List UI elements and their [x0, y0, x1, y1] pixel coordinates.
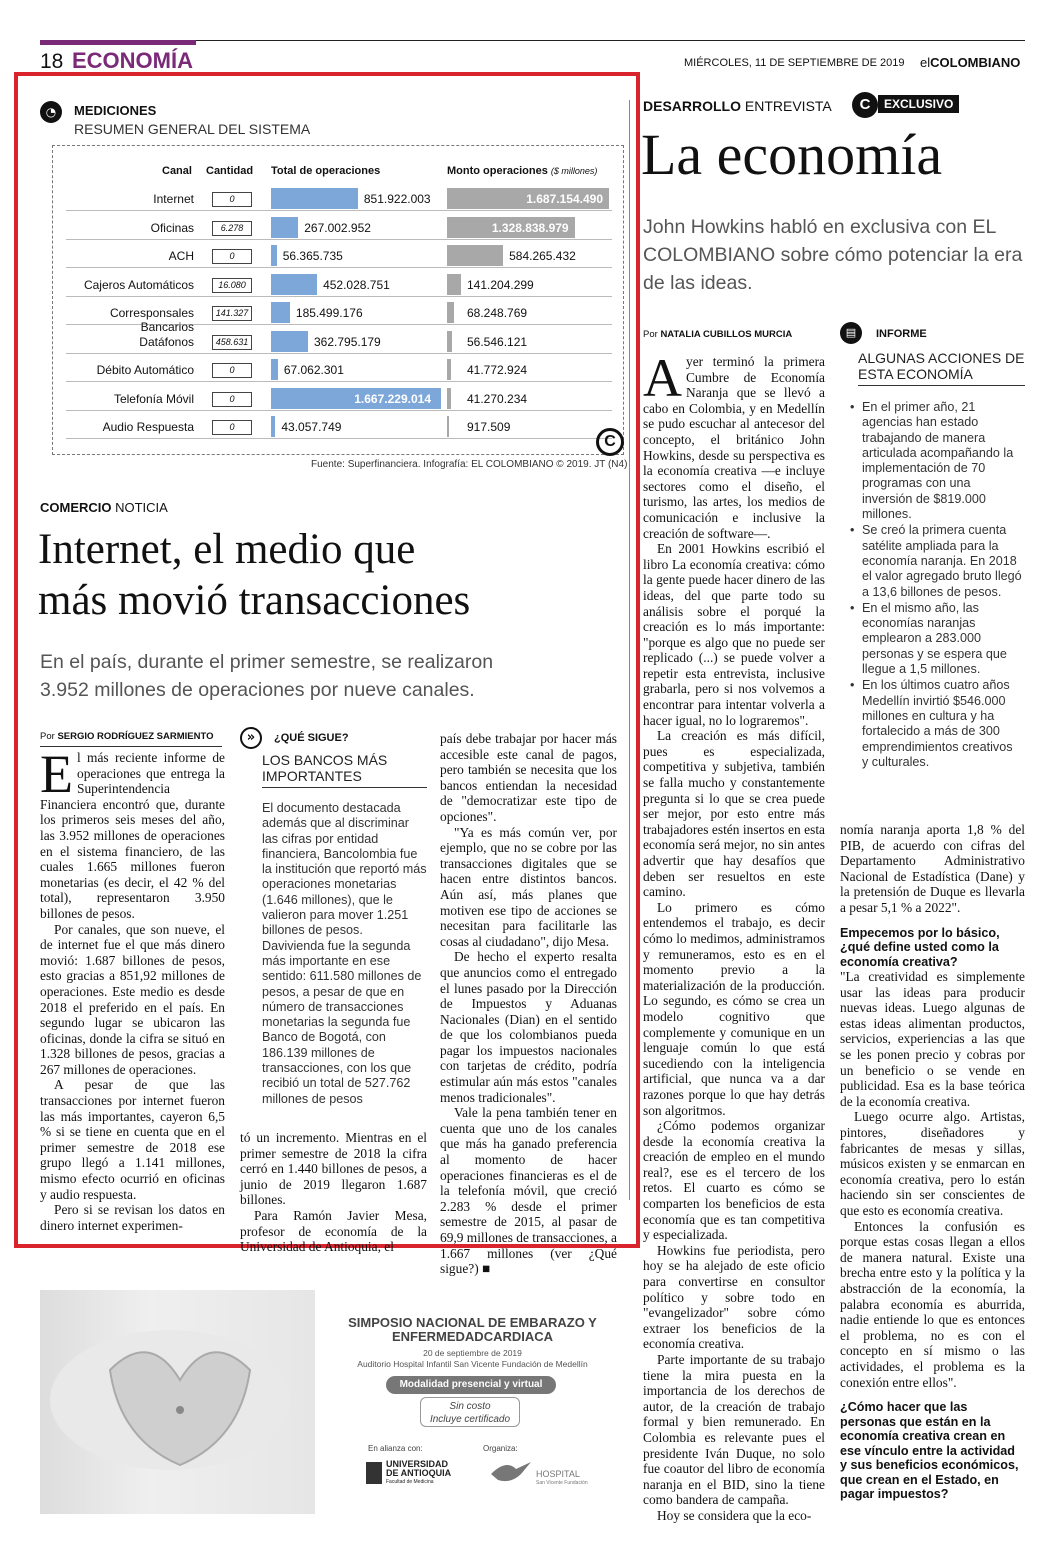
total-operations-value: 43.057.749	[281, 420, 342, 434]
right-col2	[840, 822, 1025, 1502]
brand-prefix: el	[920, 55, 931, 70]
informe-item	[850, 523, 1022, 599]
right-para: Entonces la confusión es porque estas cosas llegan a ellos de manera natural. Existe una brecha entre esto y la política y la abstracción de la economía, la palabra economía es aburrida, nadie entiende lo que es entonces el problema, no es con el concepto en sí mismo o las actividades, el problema es la conexión entre ellos".	[840, 1218, 1025, 1390]
bullet-icon: •	[850, 523, 855, 538]
udea-line1: UNIVERSIDAD	[386, 1459, 449, 1469]
ruler-icon: ◔	[40, 101, 62, 123]
informe-item	[850, 600, 1022, 677]
udea-line3: Facultad de Medicina	[386, 1479, 434, 1485]
informe-item	[850, 400, 1022, 522]
right-para: La creación es más difícil, pues es especializada, competitiva y subjetiva, también se falla mucho y constantemente pregunta si lo que se crea puede ser mejor, por esto entre más trabajadores estén insertos en esta economía será mejor, no sin antes advertir que hay desafíos que deben ser resueltos en este camino.	[643, 728, 825, 900]
total-operations-bar	[271, 274, 317, 295]
article-para: tó un incremento. Mientras en el primer semestre de 2018 la cifra cerró en 1.440 billones de pesos, a junio de 2019 llegaron 1.687 billones.	[240, 1130, 427, 1208]
count-value: 0	[212, 249, 252, 264]
chart-row-rule	[66, 410, 612, 411]
right-kicker-rest: ENTREVISTA	[741, 98, 832, 114]
chart-row-rule	[66, 296, 612, 297]
chart-row-rule	[66, 438, 612, 439]
chart-kicker: MEDICIONES	[74, 103, 157, 118]
section-title: ECONOMÍA	[72, 48, 193, 73]
count-value: 141.327	[212, 306, 252, 321]
page-number: 18	[40, 50, 64, 73]
hospital-logo	[536, 1470, 588, 1488]
informe-item-text: En los últimos cuatro años Medellín invirtió $546.000 millones en cultura y ha fortalecido a más de 300 emprendimientos creativos y culturales.	[862, 678, 1013, 769]
col-header-amount-unit: ($ millones)	[550, 166, 598, 176]
col-header-count: Cantidad	[206, 165, 254, 177]
total-operations-value: 267.002.952	[304, 220, 371, 235]
ad-mode-pill: Modalidad presencial y virtual	[386, 1376, 556, 1394]
channel-label: Internet	[153, 192, 194, 206]
right-byline	[643, 329, 792, 340]
count-value: 16.080	[212, 278, 252, 293]
amount-operations-value: 917.509	[467, 420, 511, 434]
pregnancy-photo	[40, 1290, 315, 1514]
exclusive-badge: EXCLUSIVO	[878, 95, 959, 113]
total-operations-bar	[271, 217, 298, 238]
col-header-amount-label: Monto operaciones	[447, 165, 548, 177]
quesigue-body: El documento destacada además que al discriminar las cifras por entidad financiera, Bancolombia fue la institución que reportó más operaciones monetarias (1.646 millones), que le valieron para mover 1.251 billones de pesos. Daviviendа fue la segunda más importante en ese sentido: 611.580 millones de pesos, a pesar de que en número de transacciones monetarias la segunda fue Banco de Bogotá, con 186.139 millones de transacciones, con los que recibió un total de 527.762 millones de pesos	[262, 801, 427, 1106]
amount-operations-value: 56.546.121	[467, 334, 528, 349]
ad-title	[330, 1316, 615, 1344]
article-byline	[40, 731, 222, 747]
total-operations-value: 1.667.229.014	[354, 391, 431, 406]
informe-item-text: Se creó la primera cuenta satélite ampliada para la economía naranja. En 2018 el valor agregado bruto llegó a 13,6 billones de pesos.	[862, 523, 1022, 599]
bullet-icon: •	[850, 400, 855, 414]
right-kicker-bold: DESARROLLO	[643, 98, 741, 114]
interview-question: ¿Cómo hacer que las personas que están en la economía creativa crean en ese vínculo entre la actividad y sus beneficios económicos, que crean en el Estado, en pagar impuestos?	[840, 1400, 1019, 1502]
article-col3	[440, 731, 617, 1277]
amount-operations-value: 141.204.299	[467, 277, 534, 292]
amount-operations-value: 1.328.838.979	[491, 220, 569, 235]
ad-date: 20 de septiembre de 2019	[423, 1348, 522, 1358]
interview-question: Empecemos por lo básico, ¿qué define usted como la economía creativa?	[840, 925, 1000, 969]
edition-date: MIÉRCOLES, 11 DE SEPTIEMBRE DE 2019	[684, 57, 905, 69]
document-icon: ▤	[840, 322, 862, 344]
article-subhead-line2: 3.952 millones de operaciones por nueve canales.	[40, 679, 475, 701]
double-chevron-icon: »	[240, 727, 262, 749]
amount-operations-value: 584.265.432	[509, 249, 576, 263]
elcolombiano-logo-icon: C	[596, 428, 624, 456]
right-subhead: John Howkins habló en exclusiva con EL COLOMBIANO sobre cómo potenciar la era de las ideas.	[643, 216, 1023, 294]
count-value: 458.631	[212, 335, 252, 350]
chart-source: Fuente: Superfinanciera. Infografía: EL COLOMBIANO © 2019. JT (N4)	[311, 459, 628, 470]
article-para: Para Ramón Javier Mesa, profesor de economía de la Universidad de Antioquia, el	[240, 1207, 427, 1255]
informe-kicker: INFORME	[876, 328, 927, 340]
right-para: Lo primero es cómo entendemos el trabajo, es decir cómo lo medimos, administramos y remuneramos, esto es en el momento previo a la materialización de la producción. Lo segundo, es cómo se crea un modelo cognitivo que complemente y comunique en un lenguaje común lo que está sucediendo con la inteligencia artificial, que nunca va a dar razones porque lo que hay detrás son algoritmos.	[643, 899, 825, 1118]
udea-line2: DE ANTIOQUIA	[386, 1468, 452, 1478]
right-headline: La economía	[641, 122, 943, 187]
ad-organizer-label: Organiza:	[483, 1444, 518, 1453]
right-para: yer terminó la primera Cumbre de Economía Naranja que se llevó a cabo en Colombia, y en Medellín se pudo escuchar al antecesor del concepto, el británico John Howkins, desde su perspectiva es la economía creativa —e incluye sectores como el diseño, el turismo, las artes, los medios de comunicación e inclusive la creación de software—.	[643, 354, 825, 541]
amount-operations-bar	[447, 245, 503, 266]
hands-belly-illustration	[40, 1290, 315, 1514]
total-operations-value: 67.062.301	[283, 363, 344, 377]
article-headline	[38, 524, 470, 626]
right-para: Howkins fue periodista, pero hoy se ha alejado de este oficio para convertirse en consultor político y sobre todo en "evangelizador" sobre cómo extraer los beneficios de la economía creativa.	[643, 1242, 825, 1352]
article-col2	[240, 1130, 427, 1255]
article-para: Vale la pena también tener en cuenta que uno de los canales que más ha ganado preferencia al momento de hacer operaciones financieras es el de la telefonía móvil, que creció 2.283 % desde el primer semestre de 2015, al pasar de 69,9 millones de transacciones, a 1.667 millones (ver ¿Qué sigue?) ■	[440, 1105, 618, 1277]
section-color-bar	[40, 40, 196, 45]
udea-logo	[386, 1460, 451, 1487]
right-para: Hoy se considera que la eco-	[657, 1507, 812, 1523]
channel-label: Datáfonos	[139, 334, 194, 349]
byline-por: Por	[40, 731, 58, 742]
ad-cost-box	[420, 1397, 520, 1427]
col-header-channel: Canal	[162, 165, 192, 177]
amount-operations-bar	[447, 274, 461, 295]
total-operations-bar	[271, 245, 277, 266]
ad-cost-line2: Incluye certificado	[429, 1414, 511, 1425]
article-para: Pero si se revisan los datos en dinero internet experimen-	[40, 1202, 225, 1233]
right-col1	[643, 348, 825, 1524]
informe-list	[850, 400, 1022, 771]
channel-label: ACH	[168, 249, 194, 263]
right-para: En 2001 Howkins escribió el libro La economía creativa: cómo la gente puede hacer dinero de las ideas, del que parte todo su análisis sobre el porqué la creación es lo más importante: "porque es algo que no puede ser replicado (...) se puede volver a repetir esta entrevista, inclusive grabarla, pero si nos volvemos a encontrar para intentar volverla a hacer igual, no lo lograremos".	[643, 541, 825, 728]
channel-label: Telefonía Móvil	[113, 391, 194, 406]
hospital-line1: HOSPITAL	[536, 1469, 580, 1479]
article-headline-line1: Internet, el medio que	[38, 526, 416, 573]
chart-title: RESUMEN GENERAL DEL SISTEMA	[74, 121, 311, 137]
total-operations-value: 851.922.003	[363, 192, 431, 206]
hospital-line2: San Vicente Fundación	[536, 1480, 588, 1486]
chart-row-rule	[66, 239, 612, 240]
right-para: "La creatividad es simplemente usar las ideas para producir nuevas ideas. Luego algunas de estas ideas alimentan productos, servicios, experiencias a las que se les ponen precio y cobras por un beneficio o se vende en publicidad. Esa es la base teórica de la economía creativa.	[840, 969, 1025, 1109]
ad-title-line2: ENFERMEDADCARDIACA	[391, 1329, 554, 1344]
amount-operations-bar	[447, 302, 454, 323]
right-para: nomía naranja aporta 1,8 % del PIB, de acuerdo con cifras del Departamento Administrativo Nacional de Estadística (Dane) y la pretensión de Duque es llevarla a pesar 5,1 % a 2022".	[840, 822, 1025, 915]
article-headline-line2: más movió transacciones	[38, 577, 471, 624]
amount-operations-bar	[447, 359, 451, 380]
masthead-logo	[920, 55, 1020, 70]
total-operations-bar	[271, 331, 308, 352]
right-para: Parte importante de su trabajo tiene la mira puesta en la importancia de los derechos de autor, de la creación de trabajo formal y bien remunerado. En Colombia es relevante pues el presidente Iván Duque, no solo fue coautor del libro de economía naranja en el BID, sino la tiene como bandera de campaña.	[643, 1352, 825, 1508]
chart-row-rule	[66, 381, 612, 382]
right-kicker	[643, 98, 832, 114]
channel-label: Débito Automático	[96, 363, 194, 377]
article-para: país debe trabajar por hacer más accesible este canal de pagos, pero también se necesita que los bancos entiendan la necesidad de "democratizar este tipo de opciones".	[440, 731, 617, 824]
article-kicker-rest: NOTICIA	[111, 500, 168, 515]
right-byline-author: NATALIA CUBILLOS MURCIA	[660, 329, 793, 340]
udea-shield-icon	[366, 1462, 382, 1484]
article-col1	[40, 750, 225, 1246]
informe-item	[850, 678, 1022, 770]
chart-row-rule	[66, 267, 612, 268]
right-dropcap: A	[643, 348, 682, 408]
amount-operations-bar	[447, 416, 449, 437]
article-para: De hecho el experto resalta que anuncios como el entregado el lunes pasado por la Dirección de Impuestos y Aduanas Nacionales (Dian) en el sentido de que los colombianos pueda pagar los impuestos nacionales con tarjetas de crédito, podría estimular aún más estos "canales menos tradicionales".	[440, 949, 617, 1105]
quesigue-kicker: ¿QUÉ SIGUE?	[274, 732, 349, 744]
right-para: Luego ocurre algo. Artistas, pintores, diseñadores y fabricantes de mesas y sillas, músicos existen y se enmarcan en economía creativa, pero lo están haciendo sin ser conscientes de que esto es economía creativa.	[840, 1109, 1025, 1218]
chart-row-rule	[66, 210, 612, 211]
total-operations-value: 362.795.179	[313, 334, 381, 349]
right-byline-por: Por	[643, 329, 661, 340]
quesigue-title: LOS BANCOS MÁS IMPORTANTES	[262, 752, 427, 788]
count-value: 0	[212, 420, 252, 435]
col-header-total: Total de operaciones	[271, 165, 381, 177]
amount-operations-value: 41.772.924	[467, 363, 528, 377]
col-header-amount	[447, 165, 597, 177]
exclusive-logo-icon: C	[852, 92, 878, 118]
count-value: 0	[212, 192, 252, 207]
bullet-icon: •	[850, 678, 855, 693]
bullet-icon: •	[850, 600, 855, 615]
amount-operations-bar	[447, 388, 451, 409]
ad-title-line1: SIMPOSIO NACIONAL DE EMBARAZO Y	[348, 1315, 597, 1330]
amount-operations-bar	[447, 331, 452, 352]
chart-row-rule	[66, 353, 612, 354]
informe-item-text: En el mismo año, las economías naranjas emplearon a 283.000 personas y se espera que llegue a 1,5 millones.	[862, 600, 1007, 677]
channel-label: Oficinas	[150, 220, 194, 235]
amount-operations-value: 1.687.154.490	[526, 192, 603, 206]
amount-operations-value: 68.248.769	[467, 306, 528, 320]
article-para: Por canales, que son nueve, el de internet fue el que más dinero movió: 1.687 billones de pesos, esto gracias a 851,92 millones de operaciones. Este medio es desde 2018 el preferido en el país. En segundo lugar se ubicaron las oficinas, donde la cifra se situó en 1.328 billones de pesos, gracias a 267 millones de operaciones.	[40, 921, 225, 1077]
article-kicker	[40, 500, 168, 515]
total-operations-bar	[271, 359, 278, 380]
total-operations-value: 452.028.751	[323, 277, 390, 292]
total-operations-bar	[271, 188, 358, 209]
count-value: 6.278	[212, 221, 252, 236]
article-para: A pesar de que las transacciones por internet fueron las más importantes, cayeron 6,5 % si se tiene en cuenta que en el primer semestre de 2018 ese grupo llegó a 1.141 millones, mismo efecto ocurrió en oficinas y audio respuesta.	[40, 1077, 225, 1202]
informe-item-text: En el primer año, 21 agencias han estado trabajando de manera articulada acompañando la implementación de 70 programas con una inversión de $819.000 millones.	[862, 400, 1014, 522]
ad-place: Auditorio Hospital Infantil San Vicente Fundación de Medellín	[357, 1359, 588, 1369]
channel-label: Corresponsales Bancarios	[109, 306, 194, 334]
channel-label: Cajeros Automáticos	[83, 277, 194, 292]
count-value: 0	[212, 363, 252, 378]
article-subhead-line1: En el país, durante el primer semestre, se realizaron	[40, 651, 494, 673]
informe-title: ALGUNAS ACCIONES DE ESTA ECONOMÍA	[858, 350, 1025, 386]
total-operations-bar	[271, 302, 290, 323]
channel-label: Audio Respuesta	[102, 420, 194, 434]
count-value: 0	[212, 392, 252, 407]
total-operations-bar	[271, 416, 275, 437]
brand-name: COLOMBIANO	[930, 55, 1021, 70]
article-lead: l más reciente informe de operaciones que entrega la Superintendencia Financiera encontró que, durante los primeros seis meses del año, las 3.952 millones de operaciones en el sistema financiero, de las cuales 1.665 millones fueron monetarias (es decir, el 42 % del total), representaron 3.950 billones de pesos.	[40, 750, 225, 921]
amount-operations-value: 41.270.234	[467, 391, 528, 406]
hummingbird-icon	[486, 1454, 536, 1490]
total-operations-value: 56.365.735	[282, 249, 343, 263]
advertisement	[40, 1290, 615, 1516]
ad-cost-line1: Sin costo	[449, 1401, 491, 1412]
byline-author: SERGIO RODRÍGUEZ SARMIENTO	[57, 731, 214, 742]
article-para: "Ya es más común ver, por ejemplo, que no se cobre por las transacciones digitales que se hacen entre distintos bancos. Aún así, más planes que motiven ese tipo de acciones se necesitan para facilitarle las cosas al ciudadano", dijo Mesa.	[440, 824, 617, 949]
ad-alliance-label: En alianza con:	[368, 1444, 423, 1453]
article-dropcap: E	[40, 750, 73, 804]
column-divider	[629, 100, 630, 1200]
article-kicker-bold: COMERCIO	[40, 500, 112, 515]
article-subhead	[40, 648, 493, 704]
right-para: ¿Cómo podemos organizar desde la economía creativa la creación de empleo en el mundo real?, ese es el tercero de los retos. El cuarto es cómo se comparten los beneficios de esta economía que es tan competitiva y especializada.	[643, 1118, 825, 1243]
total-operations-value: 185.499.176	[295, 306, 363, 320]
